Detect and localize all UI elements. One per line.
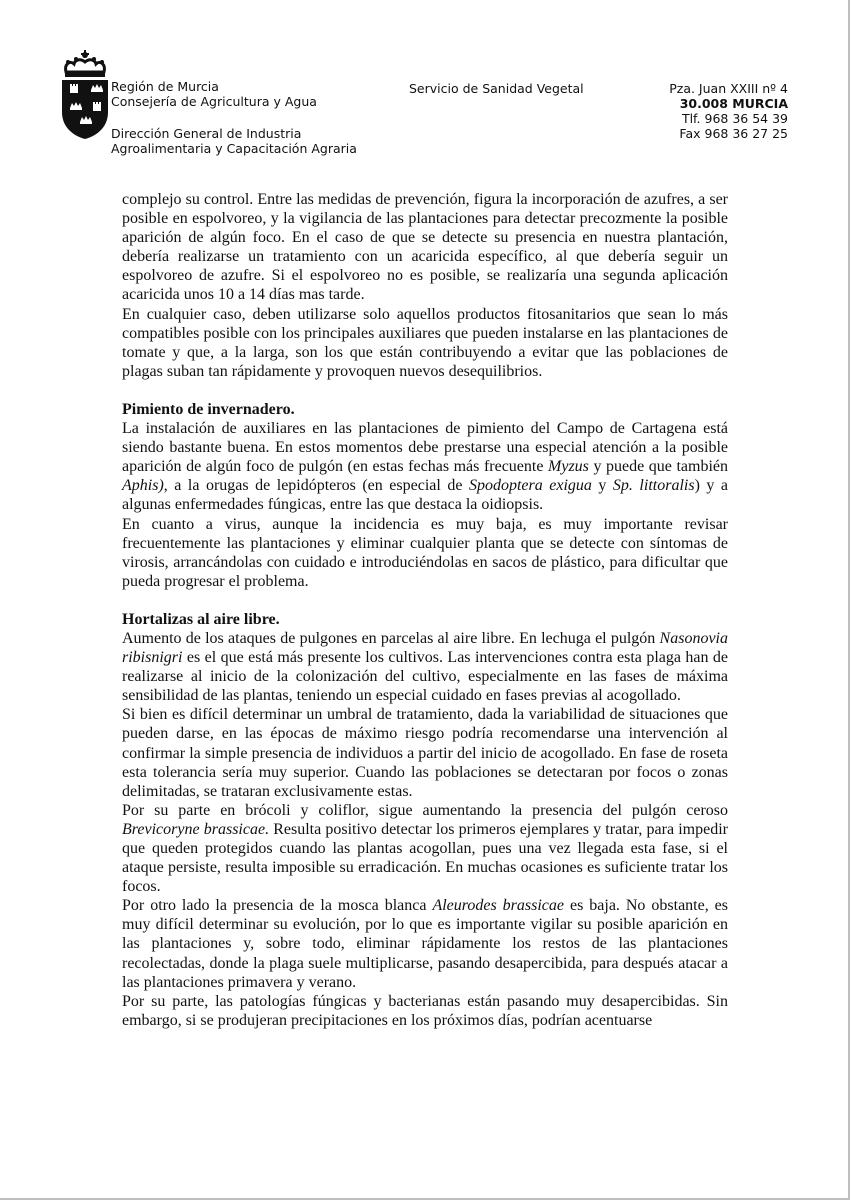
- hortalizas-paragraph-4: Por otro lado la presencia de la mosca blanca Aleurodes brassicae es baja. No obstante, es muy difícil determinar su evolución, por lo que es importante vigilar su posible aparición en las plantaciones y, sobre todo, eliminar rápidamente los restos de las plantaciones recolectadas, donde la plaga suele multiplicarse, pasando desapercibida, para después atacar a las plantaciones primavera y verano.: [122, 897, 729, 991]
- hortalizas-paragraph-5: Por su parte, las patologías fúngicas y bacterianas están pasando muy desapercibidas. Sin embargo, si se produjeran precipitaciones en los próximos días, podrían acentuarse: [122, 992, 728, 1029]
- hortalizas-paragraph-1: Aumento de los ataques de pulgones en parcelas al aire libre. En lechuga el pulgón Nasonovia ribisnigri es el que está más presente los cultivos. Las intervenciones contra esta plaga han de realizarse al inicio de la colonización del cultivo, especialmente en las fases de máxima sensibilidad de las plantas, teniendo un especial cuidado en fases previas al acogollado.: [122, 629, 728, 705]
- fax-number: Fax 968 36 27 25: [679, 126, 788, 141]
- letterhead: [0, 0, 850, 170]
- species-littoralis: Sp. littoralis: [612, 477, 695, 495]
- hortalizas-paragraph-3: Por su parte en brócoli y coliflor, sigue aumentando la presencia del pulgón ceroso Brevicoryne brassicae. Resulta positivo detectar los primeros ejemplares y tratar, para impedir que queden protegidos cuando las plantas acogollan, pues una vez llegada esta fase, si el ataque persiste, resulta imposible su erradicación. En muchas ocasiones es suficiente tratar los focos.: [122, 801, 728, 896]
- species-spodoptera: Spodoptera exigua: [468, 477, 592, 495]
- address-city: 30.008 MURCIA: [679, 96, 788, 111]
- address-street: Pza. Juan XXIII nº 4: [669, 81, 788, 96]
- coat-of-arms-icon: [60, 48, 110, 140]
- intro-paragraph-1: complejo su control. Entre las medidas de prevención, figura la incorporación de azufres, a ser posible en espolvoreo, y la vigilancia de las plantaciones para detectar precozmente la posible aparición de algún foco. En el caso de que se detecte su presencia en nuestra plantación, debería realizarse un tratamiento con un acaricida específico, al que debería seguir un espolvoreo de azufre. Si el espolvoreo no es posible, se realizaría una segunda aplicación acaricida unos 10 a 14 días mas tarde.: [122, 191, 728, 304]
- direccion-line-2: Agroalimentaria y Capacitación Agraria: [111, 141, 357, 156]
- species-myzus: Myzus: [548, 458, 589, 476]
- address-block: [669, 81, 788, 141]
- organization-block: [111, 79, 357, 156]
- species-brevicoryne: Brevicoryne brassicae.: [122, 820, 270, 838]
- document-body: [122, 190, 728, 1030]
- pimiento-paragraph-2: En cuanto a virus, aunque la incidencia es muy baja, es muy importante revisar frecuentemente las plantaciones y eliminar cualquier planta que se detecte con síntomas de virosis, arrancándolas con cuidado e introduciéndolas en sacos de plástico, para dificultar que pueda progresar el problema.: [122, 515, 728, 590]
- intro-paragraph-2: En cualquier caso, deben utilizarse solo aquellos productos fitosanitarios que sean lo más compatibles posible con los principales auxiliares que pueden instalarse en las plantaciones de tomate y que, a la larga, son los que están contribuyendo a evitar que las poblaciones de plagas suban tan rápidamente y provoquen nuevos desequilibrios.: [122, 305, 728, 380]
- service-name: Servicio de Sanidad Vegetal: [409, 81, 584, 96]
- section-heading-pimiento: Pimiento de invernadero.: [122, 400, 295, 418]
- species-nasonovia: Nasonovia ribisnigri: [122, 629, 728, 667]
- section-heading-hortalizas: Hortalizas al aire libre.: [122, 610, 280, 628]
- species-aleurodes: Aleurodes brassicae: [432, 897, 565, 915]
- consejeria-name: Consejería de Agricultura y Agua: [111, 94, 317, 109]
- direccion-line-1: Dirección General de Industria: [111, 126, 302, 141]
- region-name: Región de Murcia: [111, 79, 219, 94]
- hortalizas-paragraph-2: Si bien es difícil determinar un umbral de tratamiento, dada la variabilidad de situaciones que pueden darse, en las épocas de máximo riesgo podría recomendarse una intervención al confirmar la simple presencia de individuos a partir del inicio de acogollado. En fase de roseta esta tolerancia sería muy superior. Cuando las poblaciones se detectaran por focos o zonas delimitadas, se trataran exclusivamente estas.: [122, 706, 728, 800]
- species-aphis: Aphis): [122, 477, 164, 495]
- pimiento-paragraph-1: La instalación de auxiliares en las plantaciones de pimiento del Campo de Cartagena está siendo bastante buena. En estos momentos debe prestarse una especial atención a la posible aparición de algún foco de pulgón (en estas fechas más frecuente Myzus y puede que también Aphis), a la orugas de lepidópteros (en especial de Spodoptera exigua y Sp. littoralis) y a algunas enfermedades fúngicas, entre las que destaca la oidiopsis.: [122, 420, 729, 514]
- phone-number: Tlf. 968 36 54 39: [681, 111, 788, 126]
